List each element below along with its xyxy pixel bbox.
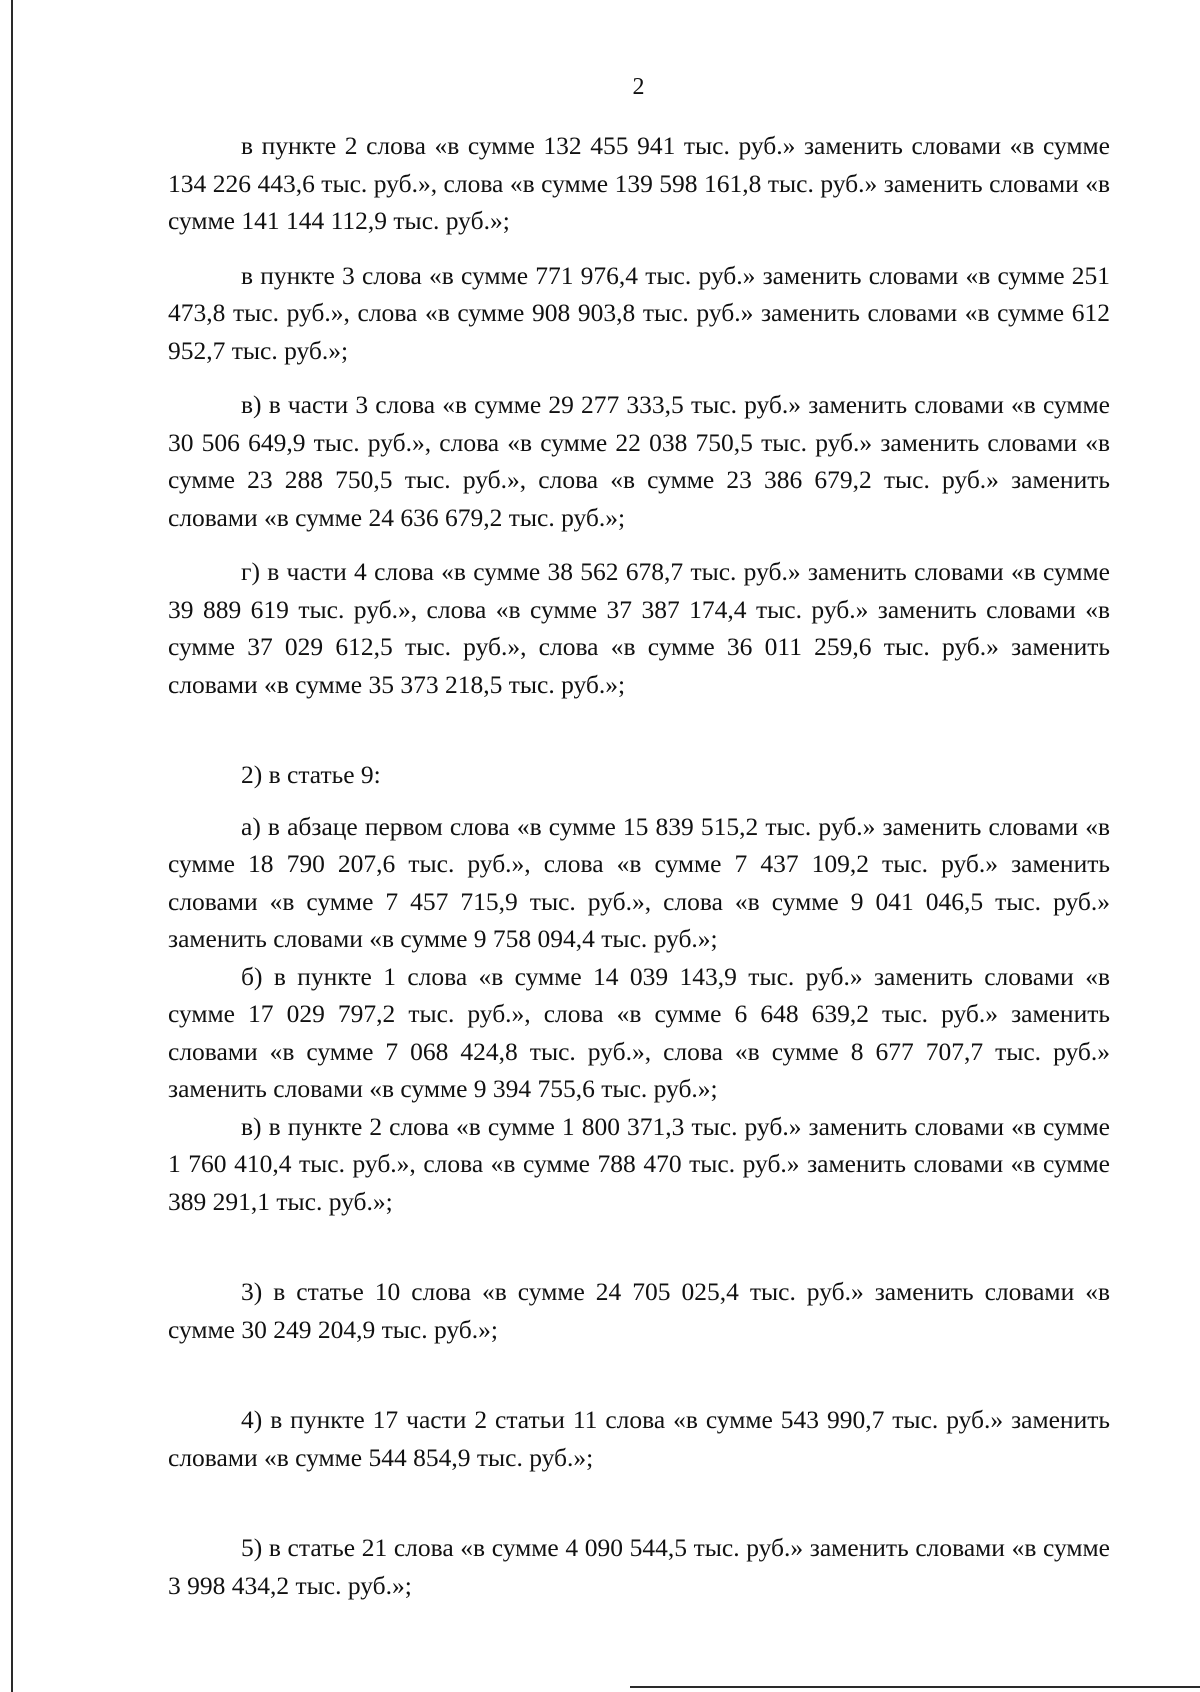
paragraph-article-10: 3) в статье 10 слова «в сумме 24 705 025,4 тыс. руб.» заменить словами «в сумме 30 249 204,9 тыс. руб.»;	[168, 1277, 1110, 1344]
paragraph-subpoint-a: а) в абзаце первом слова «в сумме 15 839 515,2 тыс. руб.» заменить словами «в сумме 18 790 207,6 тыс. руб.», слова «в сумме 7 437 109,2 тыс. руб.» заменить словами «в сумме 7 457 715,9 тыс. руб.», слова «в сумме 9 041 046,5 тыс. руб.» заменить словами «в сумме 9 758 094,4 тыс. руб.»;	[168, 811, 1110, 953]
paragraph-item-3: в пункте 3 слова «в сумме 771 976,4 тыс. руб.» заменить словами «в сумме 251 473,8 тыс. руб.», слова «в сумме 908 903,8 тыс. руб.» заменить словами «в сумме 612 952,7 тыс. руб.»;	[168, 260, 1110, 365]
document-body	[168, 127, 1110, 1604]
paragraph-article-21: 5) в статье 21 слова «в сумме 4 090 544,5 тыс. руб.» заменить словами «в сумме 3 998 434,2 тыс. руб.»;	[168, 1533, 1110, 1600]
paragraph-article-11: 4) в пункте 17 части 2 статьи 11 слова «в сумме 543 990,7 тыс. руб.» заменить словами «в сумме 544 854,9 тыс. руб.»;	[168, 1405, 1110, 1472]
paragraph-article-9: 2) в статье 9:	[241, 760, 381, 789]
paragraph-subpoint-g: г) в части 4 слова «в сумме 38 562 678,7 тыс. руб.» заменить словами «в сумме 39 889 619 тыс. руб.», слова «в сумме 37 387 174,4 тыс. руб.» заменить словами «в сумме 37 029 612,5 тыс. руб.», слова «в сумме 36 011 259,6 тыс. руб.» заменить словами «в сумме 35 373 218,5 тыс. руб.»;	[168, 557, 1110, 699]
page-number: 2	[632, 74, 645, 100]
paragraph-subpoint-v2: в) в пункте 2 слова «в сумме 1 800 371,3 тыс. руб.» заменить словами «в сумме 1 760 410,4 тыс. руб.», слова «в сумме 788 470 тыс. руб.» заменить словами «в сумме 389 291,1 тыс. руб.»;	[168, 1111, 1110, 1216]
scan-edge-left	[11, 0, 13, 1692]
paragraph-item-2: в пункте 2 слова «в сумме 132 455 941 тыс. руб.» заменить словами «в сумме 134 226 443,6 тыс. руб.», слова «в сумме 139 598 161,8 тыс. руб.» заменить словами «в сумме 141 144 112,9 тыс. руб.»;	[168, 131, 1110, 235]
scan-edge-bottom	[630, 1686, 1200, 1688]
paragraph-subpoint-v: в) в части 3 слова «в сумме 29 277 333,5 тыс. руб.» заменить словами «в сумме 30 506 649,9 тыс. руб.», слова «в сумме 22 038 750,5 тыс. руб.» заменить словами «в сумме 23 288 750,5 тыс. руб.», слова «в сумме 23 386 679,2 тыс. руб.» заменить словами «в сумме 24 636 679,2 тыс. руб.»;	[168, 390, 1110, 532]
paragraph-subpoint-b: б) в пункте 1 слова «в сумме 14 039 143,9 тыс. руб.» заменить словами «в сумме 17 029 797,2 тыс. руб.», слова «в сумме 6 648 639,2 тыс. руб.» заменить словами «в сумме 7 068 424,8 тыс. руб.», слова «в сумме 8 677 707,7 тыс. руб.» заменить словами «в сумме 9 394 755,6 тыс. руб.»;	[168, 961, 1110, 1103]
